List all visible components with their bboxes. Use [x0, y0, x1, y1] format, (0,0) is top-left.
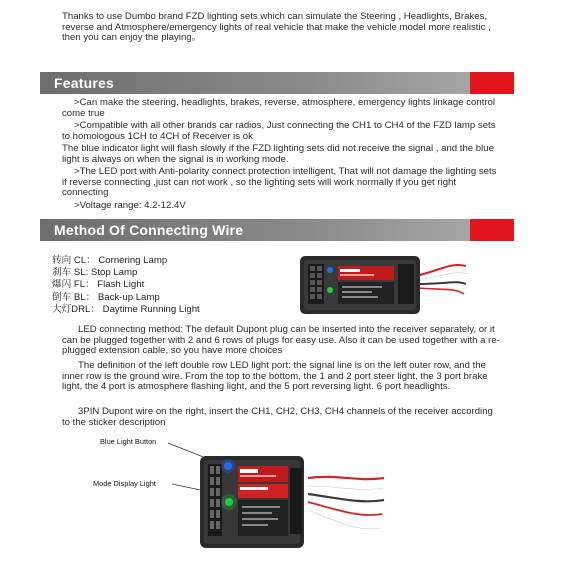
method-paragraph-1: LED connecting method: The default Dupont plug can be inserted into the receiver separately, or it can be plugged together with 2 and 6 rows of plugs for easy use. Also it can be used together with a re-plugged extension cable, so you have more choices — [62, 324, 500, 357]
features-red-block — [470, 72, 514, 94]
blue-light-button-label: Blue Light Button — [100, 437, 157, 446]
features-title: Features — [54, 75, 114, 91]
feature-item-3: The blue indicator light will flash slowly if the FZD lighting sets did not receive the signal , and the blue light is always on when the signal is in working mode. — [62, 143, 494, 165]
lamp-item-drl: 大灯DRL： Daytime Running Light — [52, 303, 200, 315]
feature-item-4: >The LED port with Anti-polarity connect protection intelligent, That will not damage the lighting sets if reverse connecting ,just can not work , so the lighting sets will work normally if you get right connecting — [62, 166, 497, 199]
lamp-item-sl: 刹车 SL: Stop Lamp — [52, 267, 138, 279]
feature-item-2: >Compatible with all other brands car radios, Just connecting the CH1 to CH4 of the FZD lamp sets to homologous 1CH to 4CH of Receiver is ok — [62, 120, 496, 142]
feature-item-5: >Voltage range: 4.2-12.4V — [74, 200, 186, 211]
module-photo-bottom — [198, 452, 388, 552]
features-band — [40, 72, 488, 94]
lamp-item-fl: 爆闪 FL： Flash Light — [52, 279, 145, 291]
method-paragraph-3: 3PIN Dupont wire on the right, insert the CH1, CH2, CH3, CH4 channels of the receiver according to the sticker description — [62, 406, 493, 428]
lamp-item-bl: 倒车 BL： Back-up Lamp — [52, 291, 160, 303]
module-photo-top — [296, 248, 476, 320]
method-title: Method Of Connecting Wire — [54, 222, 244, 238]
intro-text: Thanks to use Dumbo brand FZD lighting sets which can simulate the Steering , Headlights, Brakes, reverse and Atmosphere/emergency lights of real vehicle that make the vehicle model more realistic , then you can enjoy the playing。 — [62, 11, 491, 44]
method-paragraph-2: The definition of the left double row LED light port: the signal line is on the left outer row, and the inner row is the ground wire. From the top to the bottom, the 1 and 2 port steer light, the 3 port brake light, the 4 port is atmosphere flashing light, and the 5 port reversing light. 6 port headlights. — [62, 360, 488, 393]
method-red-block — [470, 219, 514, 241]
method-band — [40, 219, 488, 241]
lamp-item-cl: 转向 CL： Cornering Lamp — [52, 255, 168, 266]
lamp-list — [52, 255, 292, 316]
feature-item-1: >Can make the steering, headlights, brakes, reverse, atmosphere, emergency lights linkage control come true — [62, 97, 496, 119]
mode-display-light-label: Mode Display Light — [93, 479, 156, 488]
